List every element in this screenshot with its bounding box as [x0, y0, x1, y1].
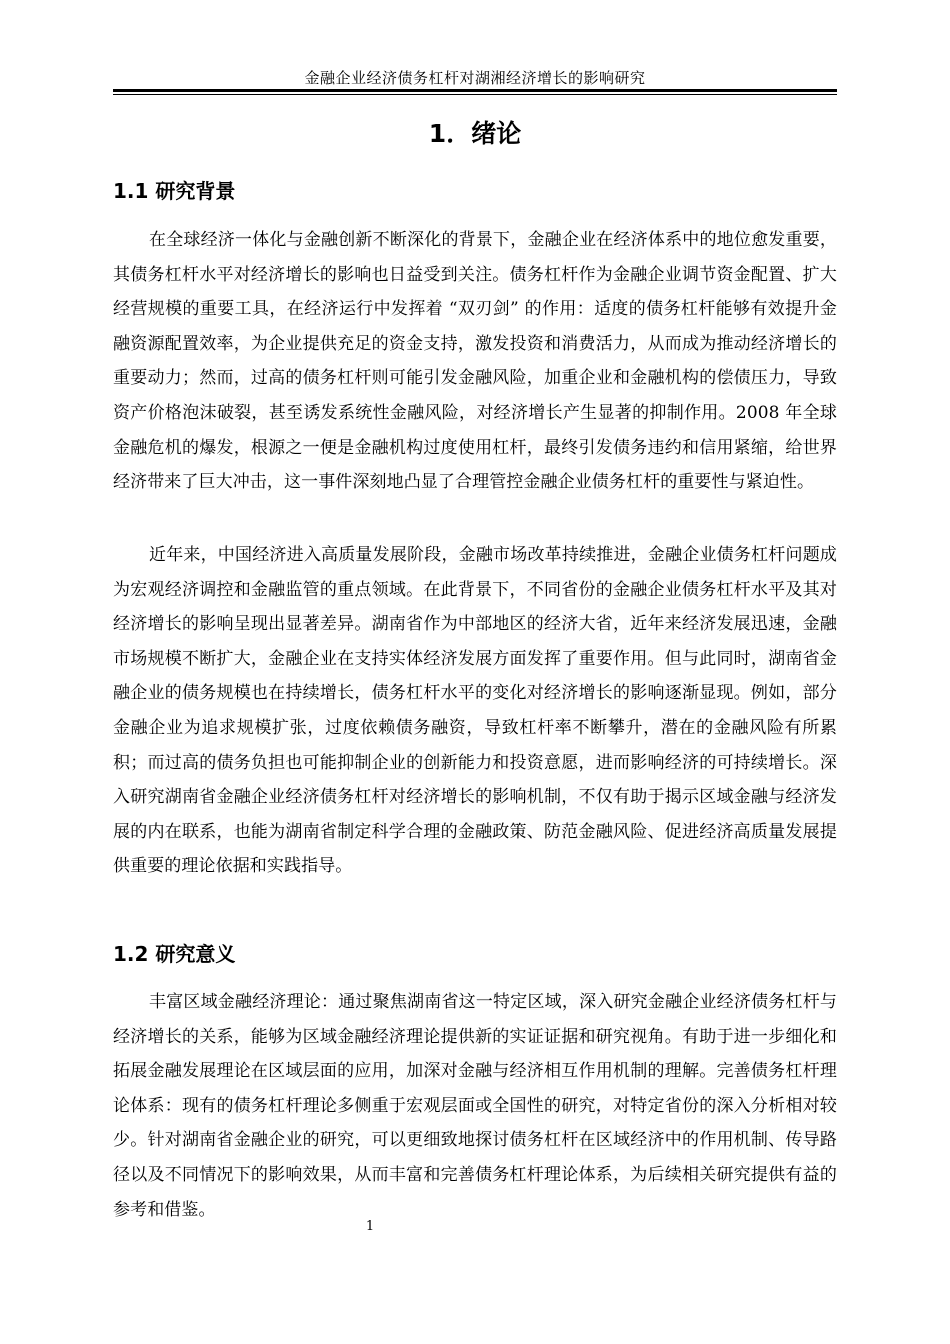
section-heading-background: 1.1 研究背景: [113, 179, 236, 203]
chapter-title: 1．绪论: [428, 119, 522, 148]
page-number: 1: [365, 1219, 375, 1234]
running-header: 金融企业经济债务杠杆对湖湘经济增长的影响研究: [304, 69, 646, 87]
section-heading-significance: 1.2 研究意义: [113, 942, 236, 966]
paragraph-significance-1: 丰富区域金融经济理论：通过聚焦湖南省这一特定区域，深入研究金融企业经济债务杠杆与经济增长的关系，能够为区域金融经济理论提供新的实证证据和研究视角。有助于进一步细化和拓展金融发展理论在区域层面的应用，加深对金融与经济相互作用机制的理解。完善债务杠杆理论体系：现有的债务杠杆理论多侧重于宏观层面或全国性的研究，对特定省份的深入分析相对较少。针对湖南省金融企业的研究，可以更细致地探讨债务杠杆在区域经济中的作用机制、传导路径以及不同情况下的影响效果，从而丰富和完善债务杠杆理论体系，为后续相关研究提供有益的参考和借鉴。: [113, 992, 837, 1220]
paragraph-background-1: 在全球经济一体化与金融创新不断深化的背景下，金融企业在经济体系中的地位愈发重要，其债务杠杆水平对经济增长的影响也日益受到关注。债务杠杆作为金融企业调节资金配置、扩大经营规模的重要工具，在经济运行中发挥着 “双刃剑” 的作用：适度的债务杠杆能够有效提升金融资源配置效率，为企业提供充足的资金支持，激发投资和消费活力，从而成为推动经济增长的重要动力；然而，过高的债务杠杆则可能引发金融风险，加重企业和金融机构的偿债压力，导致资产价格泡沫破裂，甚至诱发系统性金融风险，对经济增长产生显著的抑制作用。2008 年全球金融危机的爆发，根源之一便是金融机构过度使用杠杆，最终引发债务违约和信用紧缩，给世界经济带来了巨大冲击，这一事件深刻地凸显了合理管控金融企业债务杠杆的重要性与紧迫性。: [113, 230, 837, 493]
paragraph-background-2: 近年来，中国经济进入高质量发展阶段，金融市场改革持续推进，金融企业债务杠杆问题成为宏观经济调控和金融监管的重点领域。在此背景下，不同省份的金融企业债务杠杆水平及其对经济增长的影响呈现出显著差异。湖南省作为中部地区的经济大省，近年来经济发展迅速，金融市场规模不断扩大，金融企业在支持实体经济发展方面发挥了重要作用。但与此同时，湖南省金融企业的债务规模也在持续增长，债务杠杆水平的变化对经济增长的影响逐渐显现。例如，部分金融企业为追求规模扩张，过度依赖债务融资，导致杠杆率不断攀升，潜在的金融风险有所累积；而过高的债务负担也可能抑制企业的创新能力和投资意愿，进而影响经济的可持续增长。深入研究湖南省金融企业经济债务杠杆对经济增长的影响机制，不仅有助于揭示区域金融与经济发展的内在联系，也能为湖南省制定科学合理的金融政策、防范金融风险、促进经济高质量发展提供重要的理论依据和实践指导。: [113, 545, 837, 877]
header-divider-thick: [113, 89, 837, 92]
header-divider-thin: [113, 94, 837, 95]
